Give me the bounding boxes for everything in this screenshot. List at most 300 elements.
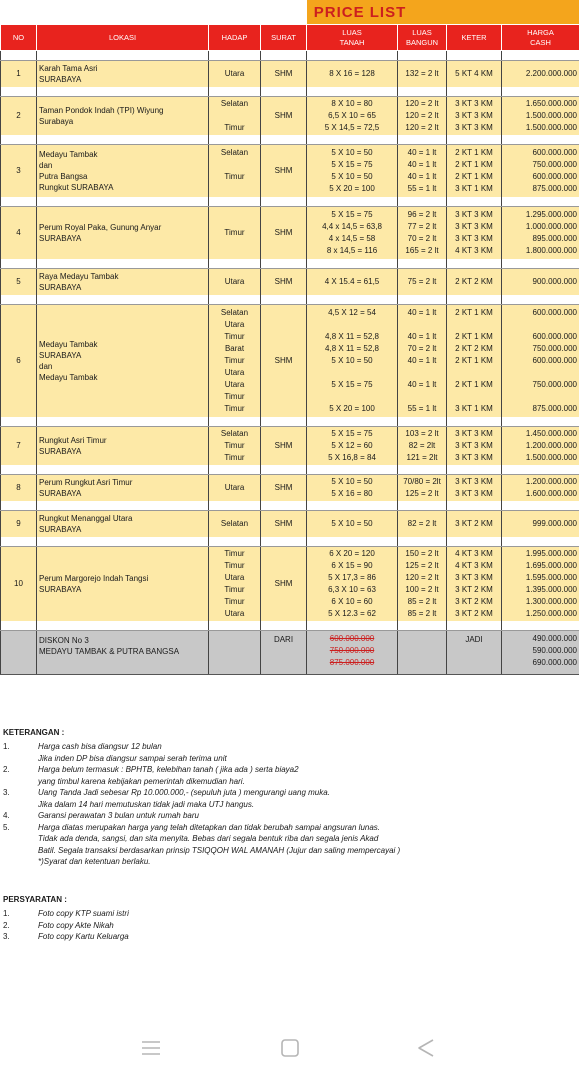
row-surat: SHM: [261, 269, 307, 295]
spacer-cell: [502, 135, 579, 145]
spacer-cell: [261, 621, 307, 631]
row-luas-tanah-line: 5 X 10 = 50: [331, 171, 373, 181]
row-keter-line: 2 KT 1 KM: [455, 171, 493, 181]
row-luas-tanah-stack: [309, 428, 395, 464]
discount-surat: DARI: [261, 631, 307, 675]
row-harga-line: 1.300.000.000: [525, 596, 577, 606]
row-luas-bangun-line: 165 = 2 lt: [405, 245, 439, 255]
spacer-row: [1, 465, 579, 475]
row-keter-line: 2 KT 1 KM: [455, 159, 493, 169]
row-hadap: [209, 269, 261, 295]
row-keter-line: 3 KT 3 KM: [455, 233, 493, 243]
home-square-icon[interactable]: [276, 1034, 304, 1062]
row-hadap-line: Timur: [224, 122, 245, 132]
row-hadap-line: Selatan: [220, 518, 249, 528]
row-hadap-line: Timur: [224, 596, 245, 606]
row-harga: [502, 61, 579, 87]
row-keter-line: [449, 391, 499, 403]
row-luas-tanah-line: [309, 391, 395, 403]
row-hadap-line: Timur: [224, 548, 245, 558]
keterangan-number: [0, 856, 38, 868]
row-no: 1: [1, 61, 37, 87]
row-luas-bangun-line: 55 = 1 lt: [407, 403, 437, 413]
row-harga-line: 750.000.000: [532, 159, 577, 169]
table-row: [1, 547, 579, 621]
spacer-cell: [209, 501, 261, 511]
persyaratan-list: [0, 908, 579, 943]
row-luas-bangun-line: 150 = 2 lt: [405, 548, 439, 558]
spacer-row: [1, 87, 579, 97]
spacer-cell: [307, 501, 398, 511]
spacer-cell: [502, 259, 579, 269]
title-bar-blank: [0, 0, 307, 24]
row-luas-tanah: [307, 475, 398, 501]
row-hadap: [209, 305, 261, 417]
row-luas-bangun-line: 82 = 2 lt: [407, 518, 437, 528]
row-keter-line: 2 KT 1 KM: [455, 307, 493, 317]
row-lokasi-line: SURABAYA: [39, 524, 82, 534]
row-surat: SHM: [261, 145, 307, 197]
spacer-cell: [307, 135, 398, 145]
keterangan-item: [0, 810, 579, 822]
spacer-cell: [398, 501, 447, 511]
row-luas-tanah-line: 5 X 16,8 = 84: [328, 452, 376, 462]
keterangan-item: [0, 764, 579, 776]
row-lokasi-line: Rungkut Menanggal Utara: [39, 513, 133, 523]
spacer-cell: [307, 465, 398, 475]
row-keter-line: 3 KT 3 KM: [455, 572, 493, 582]
row-harga-line: [504, 391, 577, 403]
persyaratan-item: [0, 931, 579, 943]
keterangan-item: [0, 822, 579, 834]
discount-old-price-stack: [309, 633, 395, 669]
row-lokasi-line: SURABAYA: [39, 350, 82, 360]
row-keter: [447, 97, 502, 135]
persyaratan-number: 2.: [3, 920, 10, 930]
row-surat: SHM: [261, 475, 307, 501]
row-luas-bangun-line: 103 = 2 lt: [405, 428, 439, 438]
row-lokasi-line: dan: [39, 361, 53, 371]
keterangan-title: KETERANGAN :: [3, 728, 65, 737]
row-hadap-line: Timur: [224, 584, 245, 594]
row-harga-line: 750.000.000: [532, 379, 577, 389]
persyaratan-text: Foto copy KTP suami istri: [38, 909, 129, 918]
discount-no: [1, 631, 37, 675]
keterangan-number: 2.: [3, 765, 10, 774]
spacer-cell: [307, 621, 398, 631]
row-luas-bangun-line: 120 = 2 lt: [405, 572, 439, 582]
row-hadap-line: Timur: [224, 227, 245, 237]
spacer-cell: [261, 51, 307, 61]
row-lokasi: [37, 97, 209, 135]
row-hadap-line: Utara: [224, 319, 245, 329]
header-luas-bangun-1: LUAS: [412, 27, 432, 37]
keterangan-list: [0, 741, 579, 868]
header-luas-tanah: [307, 25, 398, 51]
row-luas-bangun-line: 120 = 2 lt: [405, 110, 439, 120]
spacer-cell: [37, 197, 209, 207]
table-row: [1, 475, 579, 501]
row-hadap-stack: [211, 68, 258, 80]
spacer-cell: [447, 135, 502, 145]
discount-new-price: [502, 631, 579, 675]
row-lokasi: [37, 145, 209, 197]
row-keter-line: 3 KT 3 KM: [455, 110, 493, 120]
row-hadap: [209, 547, 261, 621]
spacer-cell: [307, 295, 398, 305]
row-harga-line: 999.000.000: [532, 518, 577, 528]
spacer-cell: [398, 87, 447, 97]
back-triangle-icon[interactable]: [412, 1034, 440, 1062]
row-harga: [502, 305, 579, 417]
row-luas-bangun-stack: [400, 428, 444, 464]
keterangan-item: [0, 845, 579, 857]
row-keter-line: 3 KT 3 KM: [455, 488, 493, 498]
row-lokasi-line: SURABAYA: [39, 446, 82, 456]
spacer-row: [1, 621, 579, 631]
row-lokasi: [37, 427, 209, 465]
row-lokasi-line: SURABAYA: [39, 584, 82, 594]
row-hadap-stack: [211, 227, 258, 239]
row-luas-bangun: [398, 511, 447, 537]
persyaratan-item: [0, 920, 579, 932]
row-luas-bangun-line: 125 = 2 lt: [405, 560, 439, 570]
spacer-cell: [502, 51, 579, 61]
row-keter-line: 5 KT 4 KM: [455, 68, 493, 78]
spacer-cell: [261, 259, 307, 269]
row-keter: [447, 511, 502, 537]
row-surat: SHM: [261, 305, 307, 417]
keterangan-text: Harga belum termasuk : BPHTB, kelebihan tanah ( jika ada ) serta biaya2: [38, 765, 299, 774]
row-keter-line: 3 KT 3 KM: [455, 209, 493, 219]
row-harga: [502, 427, 579, 465]
row-luas-bangun-stack: [400, 209, 444, 257]
row-keter-stack: [449, 428, 499, 464]
row-no: 6: [1, 305, 37, 417]
row-luas-bangun-line: 77 = 2 lt: [407, 221, 437, 231]
spacer-cell: [1, 621, 37, 631]
android-nav-bar: [0, 1020, 579, 1080]
row-luas-bangun-line: 85 = 2 lt: [407, 608, 437, 618]
keterangan-text: Jika dalam 14 hari memutuskan tidak jadi maka UTJ hangus.: [38, 799, 255, 809]
discount-new-price-line: 690.000.000: [532, 658, 577, 667]
row-harga-line: 600.000.000: [532, 355, 577, 365]
spacer-cell: [307, 51, 398, 61]
row-lokasi-line: dan: [39, 160, 53, 170]
row-hadap-line: [211, 183, 258, 195]
spacer-cell: [37, 465, 209, 475]
row-harga: [502, 511, 579, 537]
persyaratan-section: [0, 895, 579, 943]
row-hadap-line: [211, 159, 258, 171]
row-no: 7: [1, 427, 37, 465]
spacer-row: [1, 537, 579, 547]
persyaratan-text: Foto copy Akte Nikah: [38, 920, 114, 930]
table-header: [1, 25, 579, 51]
row-keter-line: 3 KT 1 KM: [455, 403, 493, 413]
row-keter-stack: [449, 476, 499, 500]
row-keter: [447, 61, 502, 87]
row-lokasi: [37, 547, 209, 621]
spacer-cell: [37, 417, 209, 427]
header-luas-bangun-2: BANGUN: [405, 37, 439, 47]
row-harga-line: 875.000.000: [532, 403, 577, 413]
row-luas-tanah-line: 8 x 14,5 = 116: [326, 245, 378, 255]
row-no: 4: [1, 207, 37, 259]
spacer-cell: [307, 417, 398, 427]
row-luas-bangun-line: 40 = 1 lt: [407, 355, 437, 365]
row-luas-tanah-line: 8 X 10 = 80: [331, 98, 373, 108]
spacer-cell: [261, 295, 307, 305]
discount-old-price-line: 750.000.000: [329, 646, 375, 655]
row-no: 2: [1, 97, 37, 135]
row-keter-line: [449, 367, 499, 379]
row-luas-tanah-stack: [309, 548, 395, 620]
row-lokasi-line: Medayu Tambak: [39, 149, 98, 159]
page-title: PRICE LIST: [313, 4, 407, 21]
row-luas-tanah-line: 6,5 X 10 = 65: [328, 110, 376, 120]
spacer-cell: [37, 501, 209, 511]
row-hadap: [209, 97, 261, 135]
row-luas-bangun-line: [400, 391, 444, 403]
row-keter: [447, 427, 502, 465]
row-keter-line: 2 KT 1 KM: [455, 147, 493, 157]
header-lokasi: LOKASI: [37, 25, 209, 51]
row-hadap: [209, 475, 261, 501]
row-harga-line: 900.000.000: [532, 276, 577, 286]
row-harga-line: 600.000.000: [532, 171, 577, 181]
row-lokasi-line: Perum Margorejo Indah Tangsi: [39, 573, 149, 583]
row-harga-line: [504, 367, 577, 379]
row-luas-tanah: [307, 427, 398, 465]
keterangan-number: 3.: [3, 788, 10, 797]
spacer-cell: [447, 537, 502, 547]
spacer-cell: [307, 87, 398, 97]
spacer-cell: [209, 259, 261, 269]
row-luas-bangun-line: [400, 367, 444, 379]
row-lokasi: [37, 269, 209, 295]
keterangan-number: [0, 799, 38, 811]
row-luas-bangun-line: 125 = 2 lt: [405, 488, 439, 498]
row-luas-tanah-line: 5 X 15 = 75: [331, 379, 373, 389]
discount-old-price: [307, 631, 398, 675]
persyaratan-text: Foto copy Kartu Keluarga: [38, 932, 129, 941]
keterangan-text: Jika inden DP bisa diangsur sampai serah terima unit: [38, 753, 227, 763]
keterangan-number: [0, 753, 38, 765]
spacer-cell: [209, 295, 261, 305]
spacer-row: [1, 259, 579, 269]
row-keter: [447, 475, 502, 501]
row-hadap-line: Utara: [224, 379, 245, 389]
row-luas-bangun-line: 70 = 2 lt: [407, 343, 437, 353]
row-surat: SHM: [261, 427, 307, 465]
spacer-cell: [447, 197, 502, 207]
header-keter: KETER: [447, 25, 502, 51]
row-harga-line: 1.800.000.000: [525, 245, 577, 255]
row-hadap-stack: [211, 276, 258, 288]
row-harga-stack: [504, 548, 577, 620]
header-harga: [502, 25, 579, 51]
keterangan-text: Harga cash bisa diangsur 12 bulan: [38, 742, 162, 751]
discount-new-price-stack: [504, 633, 577, 669]
row-harga: [502, 475, 579, 501]
row-keter-line: 3 KT 2 KM: [455, 584, 493, 594]
spacer-cell: [1, 197, 37, 207]
row-luas-tanah-line: 5 X 15 = 75: [331, 428, 373, 438]
row-hadap-stack: [211, 518, 258, 530]
spacer-cell: [447, 51, 502, 61]
spacer-cell: [398, 51, 447, 61]
row-luas-tanah: [307, 511, 398, 537]
row-luas-bangun-stack: [400, 518, 444, 530]
row-harga-line: 1.395.000.000: [525, 584, 577, 594]
row-luas-tanah-line: 4,8 X 11 = 52,8: [325, 331, 379, 341]
row-keter-stack: [449, 307, 499, 415]
spacer-cell: [502, 295, 579, 305]
row-lokasi-line: Medayu Tambak: [39, 372, 98, 382]
discount-old-price-line: 600.000.000: [329, 634, 375, 643]
row-no: 9: [1, 511, 37, 537]
spacer-row: [1, 51, 579, 61]
spacer-cell: [447, 465, 502, 475]
row-keter-line: 3 KT 3 KM: [455, 476, 493, 486]
keterangan-text: yang timbul karena kebijakan pemerintah dikemudian hari.: [38, 776, 245, 786]
row-keter-line: 3 KT 2 KM: [455, 596, 493, 606]
row-keter-line: [449, 319, 499, 331]
keterangan-text: Garansi perawatan 3 bulan untuk rumah baru: [38, 811, 199, 820]
menu-icon[interactable]: [137, 1034, 165, 1062]
spacer-cell: [37, 295, 209, 305]
header-luas-tanah-1: LUAS: [342, 27, 362, 37]
spacer-cell: [209, 465, 261, 475]
keterangan-number: [0, 845, 38, 857]
row-luas-tanah-line: 6 X 15 = 90: [331, 560, 373, 570]
row-keter-line: 3 KT 2 KM: [455, 608, 493, 618]
spacer-cell: [261, 417, 307, 427]
keterangan-number: 5.: [3, 822, 10, 832]
row-harga-line: 1.600.000.000: [525, 488, 577, 498]
row-hadap-line: Timur: [224, 171, 245, 181]
row-harga-line: 1.200.000.000: [525, 476, 577, 486]
row-harga-stack: [504, 307, 577, 415]
row-lokasi: [37, 207, 209, 259]
spacer-row: [1, 197, 579, 207]
row-keter-line: 3 KT 3 KM: [455, 98, 493, 108]
row-hadap-line: Timur: [224, 331, 245, 341]
row-hadap-line: Utara: [224, 68, 245, 78]
spacer-cell: [502, 197, 579, 207]
discount-new-price-line: 490.000.000: [532, 634, 577, 643]
row-harga: [502, 145, 579, 197]
row-keter-line: 3 KT 3 KM: [455, 221, 493, 231]
row-harga: [502, 97, 579, 135]
row-luas-bangun-line: 55 = 1 lt: [407, 183, 437, 193]
row-keter-stack: [449, 209, 499, 257]
row-luas-bangun-line: 120 = 2 lt: [405, 98, 439, 108]
row-hadap-line: Timur: [224, 403, 245, 413]
title-bar: [0, 0, 579, 24]
row-harga-line: 1.000.000.000: [525, 221, 577, 231]
row-keter-stack: [449, 276, 499, 288]
keterangan-item: [0, 776, 579, 788]
row-hadap-line: Selatan: [220, 98, 249, 108]
row-luas-tanah: [307, 269, 398, 295]
row-harga-stack: [504, 476, 577, 500]
spacer-cell: [447, 295, 502, 305]
spacer-cell: [209, 417, 261, 427]
row-harga-line: 1.500.000.000: [525, 122, 577, 132]
row-luas-tanah-line: 6 X 10 = 60: [331, 596, 373, 606]
row-no: 10: [1, 547, 37, 621]
spacer-cell: [1, 417, 37, 427]
row-hadap-line: Barat: [224, 343, 245, 353]
row-keter-stack: [449, 518, 499, 530]
spacer-cell: [447, 259, 502, 269]
keterangan-text: Uang Tanda Jadi sebesar Rp 10.000.000,- (sepuluh juta ) mengurangi uang muka.: [38, 788, 330, 797]
row-hadap-stack: [211, 428, 258, 464]
row-hadap-line: Utara: [224, 608, 245, 618]
row-harga-stack: [504, 428, 577, 464]
keterangan-text: Batil. Segala transaksi berdasarkan prinsip TSIQQOH WAL AMANAH (Jujur dan saling mempercayai ): [38, 845, 401, 855]
row-lokasi-line: SURABAYA: [39, 233, 82, 243]
row-lokasi-line: Perum Royal Paka, Gunung Anyar: [39, 222, 162, 232]
row-luas-tanah-line: 5 X 20 = 100: [329, 403, 375, 413]
persyaratan-title: PERSYARATAN :: [3, 895, 67, 904]
row-harga-line: 600.000.000: [532, 331, 577, 341]
row-luas-bangun-line: 100 = 2 lt: [405, 584, 439, 594]
row-luas-bangun-line: 120 = 2 lt: [405, 122, 439, 132]
row-luas-tanah-line: 5 X 10 = 50: [331, 476, 373, 486]
row-keter-line: 2 KT 1 KM: [455, 379, 493, 389]
row-luas-tanah-line: 5 X 15 = 75: [331, 159, 373, 169]
row-luas-bangun: [398, 305, 447, 417]
spacer-cell: [398, 197, 447, 207]
row-luas-tanah-stack: [309, 518, 395, 530]
row-luas-tanah-line: 5 X 16 = 80: [331, 488, 373, 498]
row-lokasi-line: SURABAYA: [39, 282, 82, 292]
row-luas-bangun: [398, 207, 447, 259]
header-harga-2: CASH: [530, 37, 551, 47]
row-lokasi-line: Surabaya: [39, 116, 74, 126]
spacer-cell: [1, 501, 37, 511]
row-harga-line: 750.000.000: [532, 343, 577, 353]
row-luas-tanah-line: 5 X 15 = 75: [331, 209, 373, 219]
row-luas-tanah-stack: [309, 307, 395, 415]
spacer-cell: [307, 197, 398, 207]
spacer-cell: [261, 197, 307, 207]
row-luas-tanah: [307, 145, 398, 197]
discount-hadap: [209, 631, 261, 675]
spacer-row: [1, 501, 579, 511]
price-table: [0, 24, 579, 675]
row-harga-stack: [504, 276, 577, 288]
row-harga-line: [504, 319, 577, 331]
row-luas-tanah-line: 5 X 12.3 = 62: [328, 608, 376, 618]
keterangan-number: [0, 833, 38, 845]
row-surat: SHM: [261, 61, 307, 87]
spacer-cell: [209, 537, 261, 547]
row-keter-line: 3 KT 3 KM: [455, 452, 493, 462]
row-luas-bangun-line: 70 = 2 lt: [407, 233, 437, 243]
row-luas-tanah-line: 5 X 10 = 50: [331, 147, 373, 157]
row-keter-line: 3 KT 3 KM: [455, 440, 493, 450]
spacer-cell: [398, 295, 447, 305]
row-luas-bangun-line: 40 = 1 lt: [407, 379, 437, 389]
spacer-cell: [502, 501, 579, 511]
row-luas-tanah: [307, 547, 398, 621]
spacer-cell: [37, 87, 209, 97]
header-no: NO: [1, 25, 37, 51]
